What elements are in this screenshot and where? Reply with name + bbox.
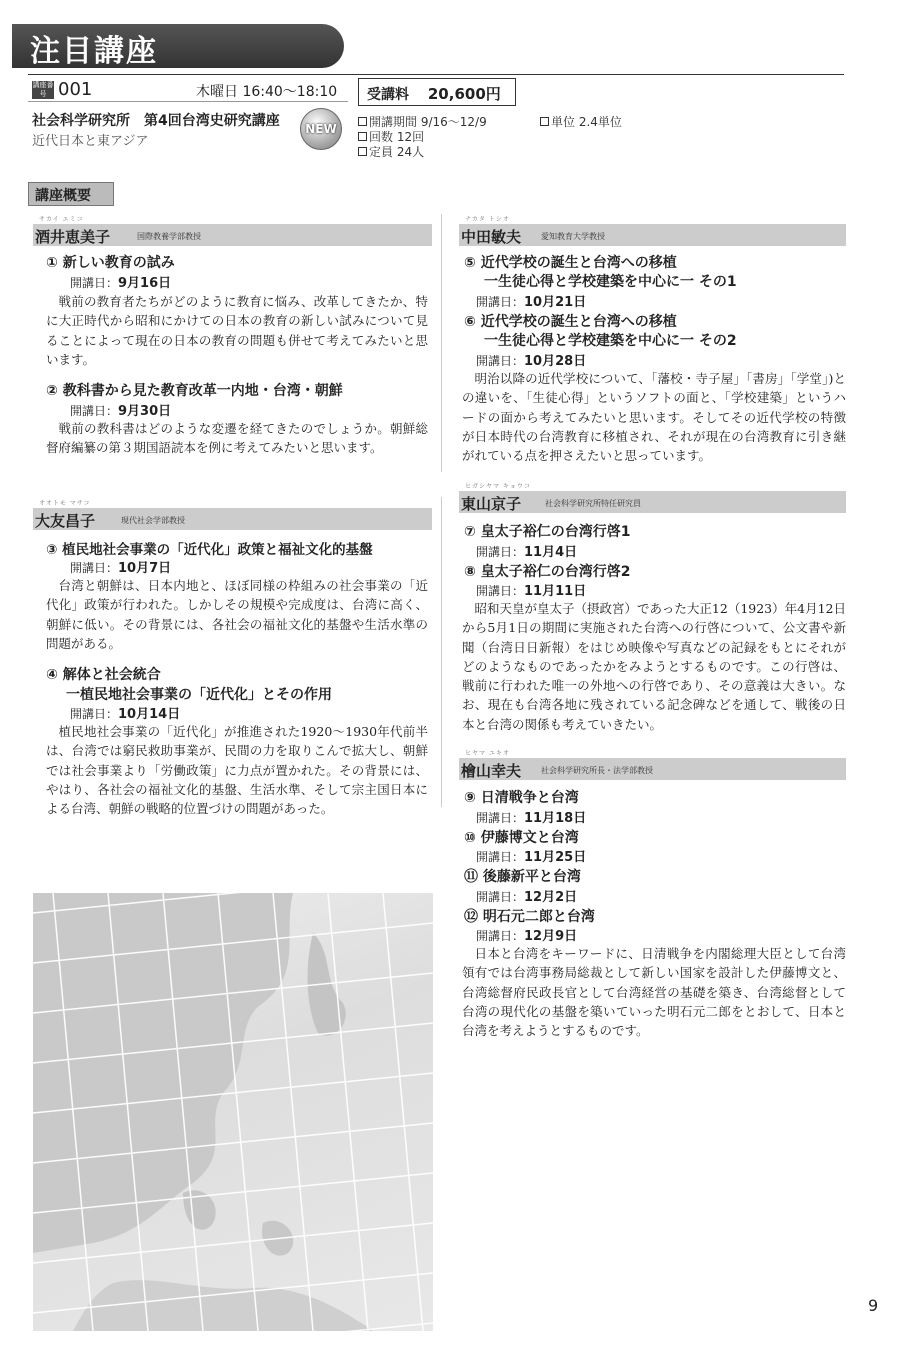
checkbox-icon [358, 117, 367, 126]
lecture-description: 植民地社会事業の「近代化」が推進された1920〜1930年代前半は、台湾では窮民救助事業が、民間の力を取りこんで拡大し、朝鮮では社会事業より「労働政策」に力点が置かれた。その背景には、やはり、各社会の福祉文化的基盤、生活水準、そして宗主国日本による台湾、朝鮮の戦略的位置づけの問題があった。 [46, 724, 428, 817]
lecture-description: 戦前の教科書はどのような変遷を経てきたのでしょうか。朝鮮総督府編纂の第３期国語読本を例に考えてみたいと思います。 [46, 421, 428, 456]
lecture-date: 開講日：10月21日 [476, 295, 587, 310]
lecture-title: ⑪ 後藤新平と台湾 [464, 869, 581, 885]
course-subtitle: 近代日本と東アジア [32, 134, 149, 149]
lecturer-furigana: オオトモ マサコ [39, 500, 91, 507]
lecturer-furigana: ヒヤマ ユキオ [465, 750, 510, 757]
lecturer-bar-higashiyama [459, 483, 846, 513]
lecture-date: 開講日：11月11日 [476, 584, 587, 599]
lecture-date: 開講日：11月4日 [476, 545, 578, 560]
course-number: 001 [58, 79, 93, 100]
lecturer-bar-otomo [33, 500, 432, 530]
lecture-title: ⑩ 伊藤博文と台湾 [464, 830, 579, 846]
lecture-title: ③ 植民地社会事業の「近代化」政策と福祉文化的基盤 [46, 542, 373, 558]
lecture-title: ⑫ 明石元二郎と台湾 [464, 909, 595, 925]
lecture-title: ⑧ 皇太子裕仁の台湾行啓2 [464, 564, 631, 580]
lecture-title: ⑥ 近代学校の誕生と台湾への移植 [464, 314, 677, 330]
course-number-row [28, 78, 348, 102]
lecture-description: 台湾と朝鮮は、日本内地と、ほぼ同様の枠組みの社会事業の「近代化」政策が行われた。しかしその規模や完成度は、台湾に高く、朝鮮に低い。その背景には、各社会の福祉文化的基盤や生活水準の問題がある。 [46, 578, 428, 651]
page-banner-title: 注目講座 [12, 24, 344, 68]
lecturer-bar-nakata [459, 216, 846, 246]
column-divider [441, 497, 442, 807]
lecture-title: ⑦ 皇太子裕仁の台湾行啓1 [464, 524, 631, 540]
lecture-date: 開講日：10月7日 [70, 561, 172, 576]
course-sessions: 回数 12回 [358, 128, 424, 145]
checkbox-icon [540, 117, 549, 126]
lecturer-title: 現代社会学部教授 [121, 516, 185, 525]
fee-amount: 20,600円 [427, 85, 501, 103]
lecturer-furigana: サカイ エミコ [39, 216, 84, 223]
lecture-subtitle: 一生徒心得と学校建築を中心に一 その1 [484, 274, 737, 290]
lecturer-title: 愛知教育大学教授 [541, 232, 605, 241]
lecture-date: 開講日：9月30日 [70, 404, 172, 419]
course-title: 社会科学研究所 第4回台湾史研究講座 [32, 113, 280, 129]
lecturer-title: 社会科学研究所長・法学部教授 [541, 766, 653, 775]
lecture-description: 日本と台湾をキーワードに、日清戦争を内閣総理大臣として台湾領有では台湾事務局総裁として新しい国家を設計した伊藤博文と、台湾総督府民政長官として台湾経営の基礎を築き、台湾総督として台湾の現代化の基盤を築いていった明石元二郎をとおして、日本と台湾を考えようとするものです。 [462, 946, 846, 1039]
lecture-title: ⑨ 日清戦争と台湾 [464, 790, 579, 806]
new-badge: NEW [300, 108, 342, 150]
lecture-date: 開講日：10月28日 [476, 354, 587, 369]
lecturer-name: 東山京子 [461, 495, 522, 513]
fee-label: 受講料 [367, 87, 409, 103]
lecturer-name: 大友昌子 [35, 512, 96, 530]
course-period: 開講期間 9/16〜12/9 [358, 113, 487, 130]
lecturer-name: 檜山幸夫 [461, 762, 522, 780]
lecture-title: ⑤ 近代学校の誕生と台湾への移植 [464, 255, 677, 271]
course-number-label: 講座番号 [32, 81, 54, 98]
lecture-description: 明治以降の近代学校について、「藩校・寺子屋」「書房」「学堂」)との違いを、「生徒心得」というソフトの面と、「学校建築」というハードの面から考えてみたいと思います。そしてその近代学校の特徴が日本時代の台湾教育に移植され、それが現在の台湾教育に引き継がれている点を押さえたいと思っています。 [462, 371, 846, 464]
lecture-date: 開講日：12月2日 [476, 890, 578, 905]
lecturer-furigana: ヒガシヤマ キョウコ [465, 483, 531, 490]
course-units: 単位 2.4単位 [540, 113, 622, 130]
lecture-date: 開講日：11月18日 [476, 811, 587, 826]
lecture-date: 開講日：11月25日 [476, 850, 587, 865]
lecturer-title: 社会科学研究所特任研究員 [545, 499, 641, 508]
lecturer-name: 酒井恵美子 [35, 228, 111, 246]
lecture-description: 戦前の教育者たちがどのように教育に悩み、改革してきたか、特に大正時代から昭和にかけての日本の教育の新しい試みについて見ることによって現在の日本の教育の問題も併せて考えてみたいと思います。 [46, 294, 428, 367]
overview-label: 講座概要 [28, 182, 114, 206]
checkbox-icon [358, 132, 367, 141]
lecture-subtitle: 一生徒心得と学校建築を中心に一 その2 [484, 333, 737, 349]
header-divider [28, 74, 844, 75]
east-asia-map-illustration [33, 893, 433, 1331]
map-graphic [33, 893, 433, 1331]
lecture-subtitle: 一植民地社会事業の「近代化」とその作用 [66, 687, 332, 703]
lecture-title: ② 教科書から見た教育改革一内地・台湾・朝鮮 [46, 383, 343, 399]
checkbox-icon [358, 147, 367, 156]
lecturer-name: 中田敏夫 [461, 228, 522, 246]
lecturer-bar-sakai [33, 216, 432, 246]
lecture-title: ④ 解体と社会統合 [46, 667, 161, 683]
lecture-date: 開講日：12月9日 [476, 929, 578, 944]
lecturer-furigana: ナカタ トシオ [465, 216, 510, 223]
fee-box [358, 78, 516, 106]
course-schedule: 木曜日 16:40〜18:10 [196, 84, 338, 100]
lecture-date: 開講日：9月16日 [70, 276, 172, 291]
column-divider [441, 214, 442, 472]
lecturer-bar-hiyama [459, 750, 846, 780]
course-capacity: 定員 24人 [358, 143, 424, 160]
page-number: 9 [868, 1296, 879, 1315]
lecture-date: 開講日：10月14日 [70, 707, 181, 722]
lecture-title: ① 新しい教育の試み [46, 255, 175, 271]
lecture-description: 昭和天皇が皇太子（摂政宮）であった大正12（1923）年4月12日から5月1日の期間に実施された台湾への行啓について、公文書や新聞（台湾日日新報）をはじめ映像や写真などの記録をもとにそれがどのようなものであったかをみようとするものです。この行啓は、戦前に行われた唯一の外地への行啓であり、その意義は大きい。なお、現在も台湾各地に残されている記念碑などを通して、戦後の日本と台湾の関係も考えていきたい。 [462, 601, 846, 732]
lecturer-title: 国際教養学部教授 [137, 232, 201, 241]
